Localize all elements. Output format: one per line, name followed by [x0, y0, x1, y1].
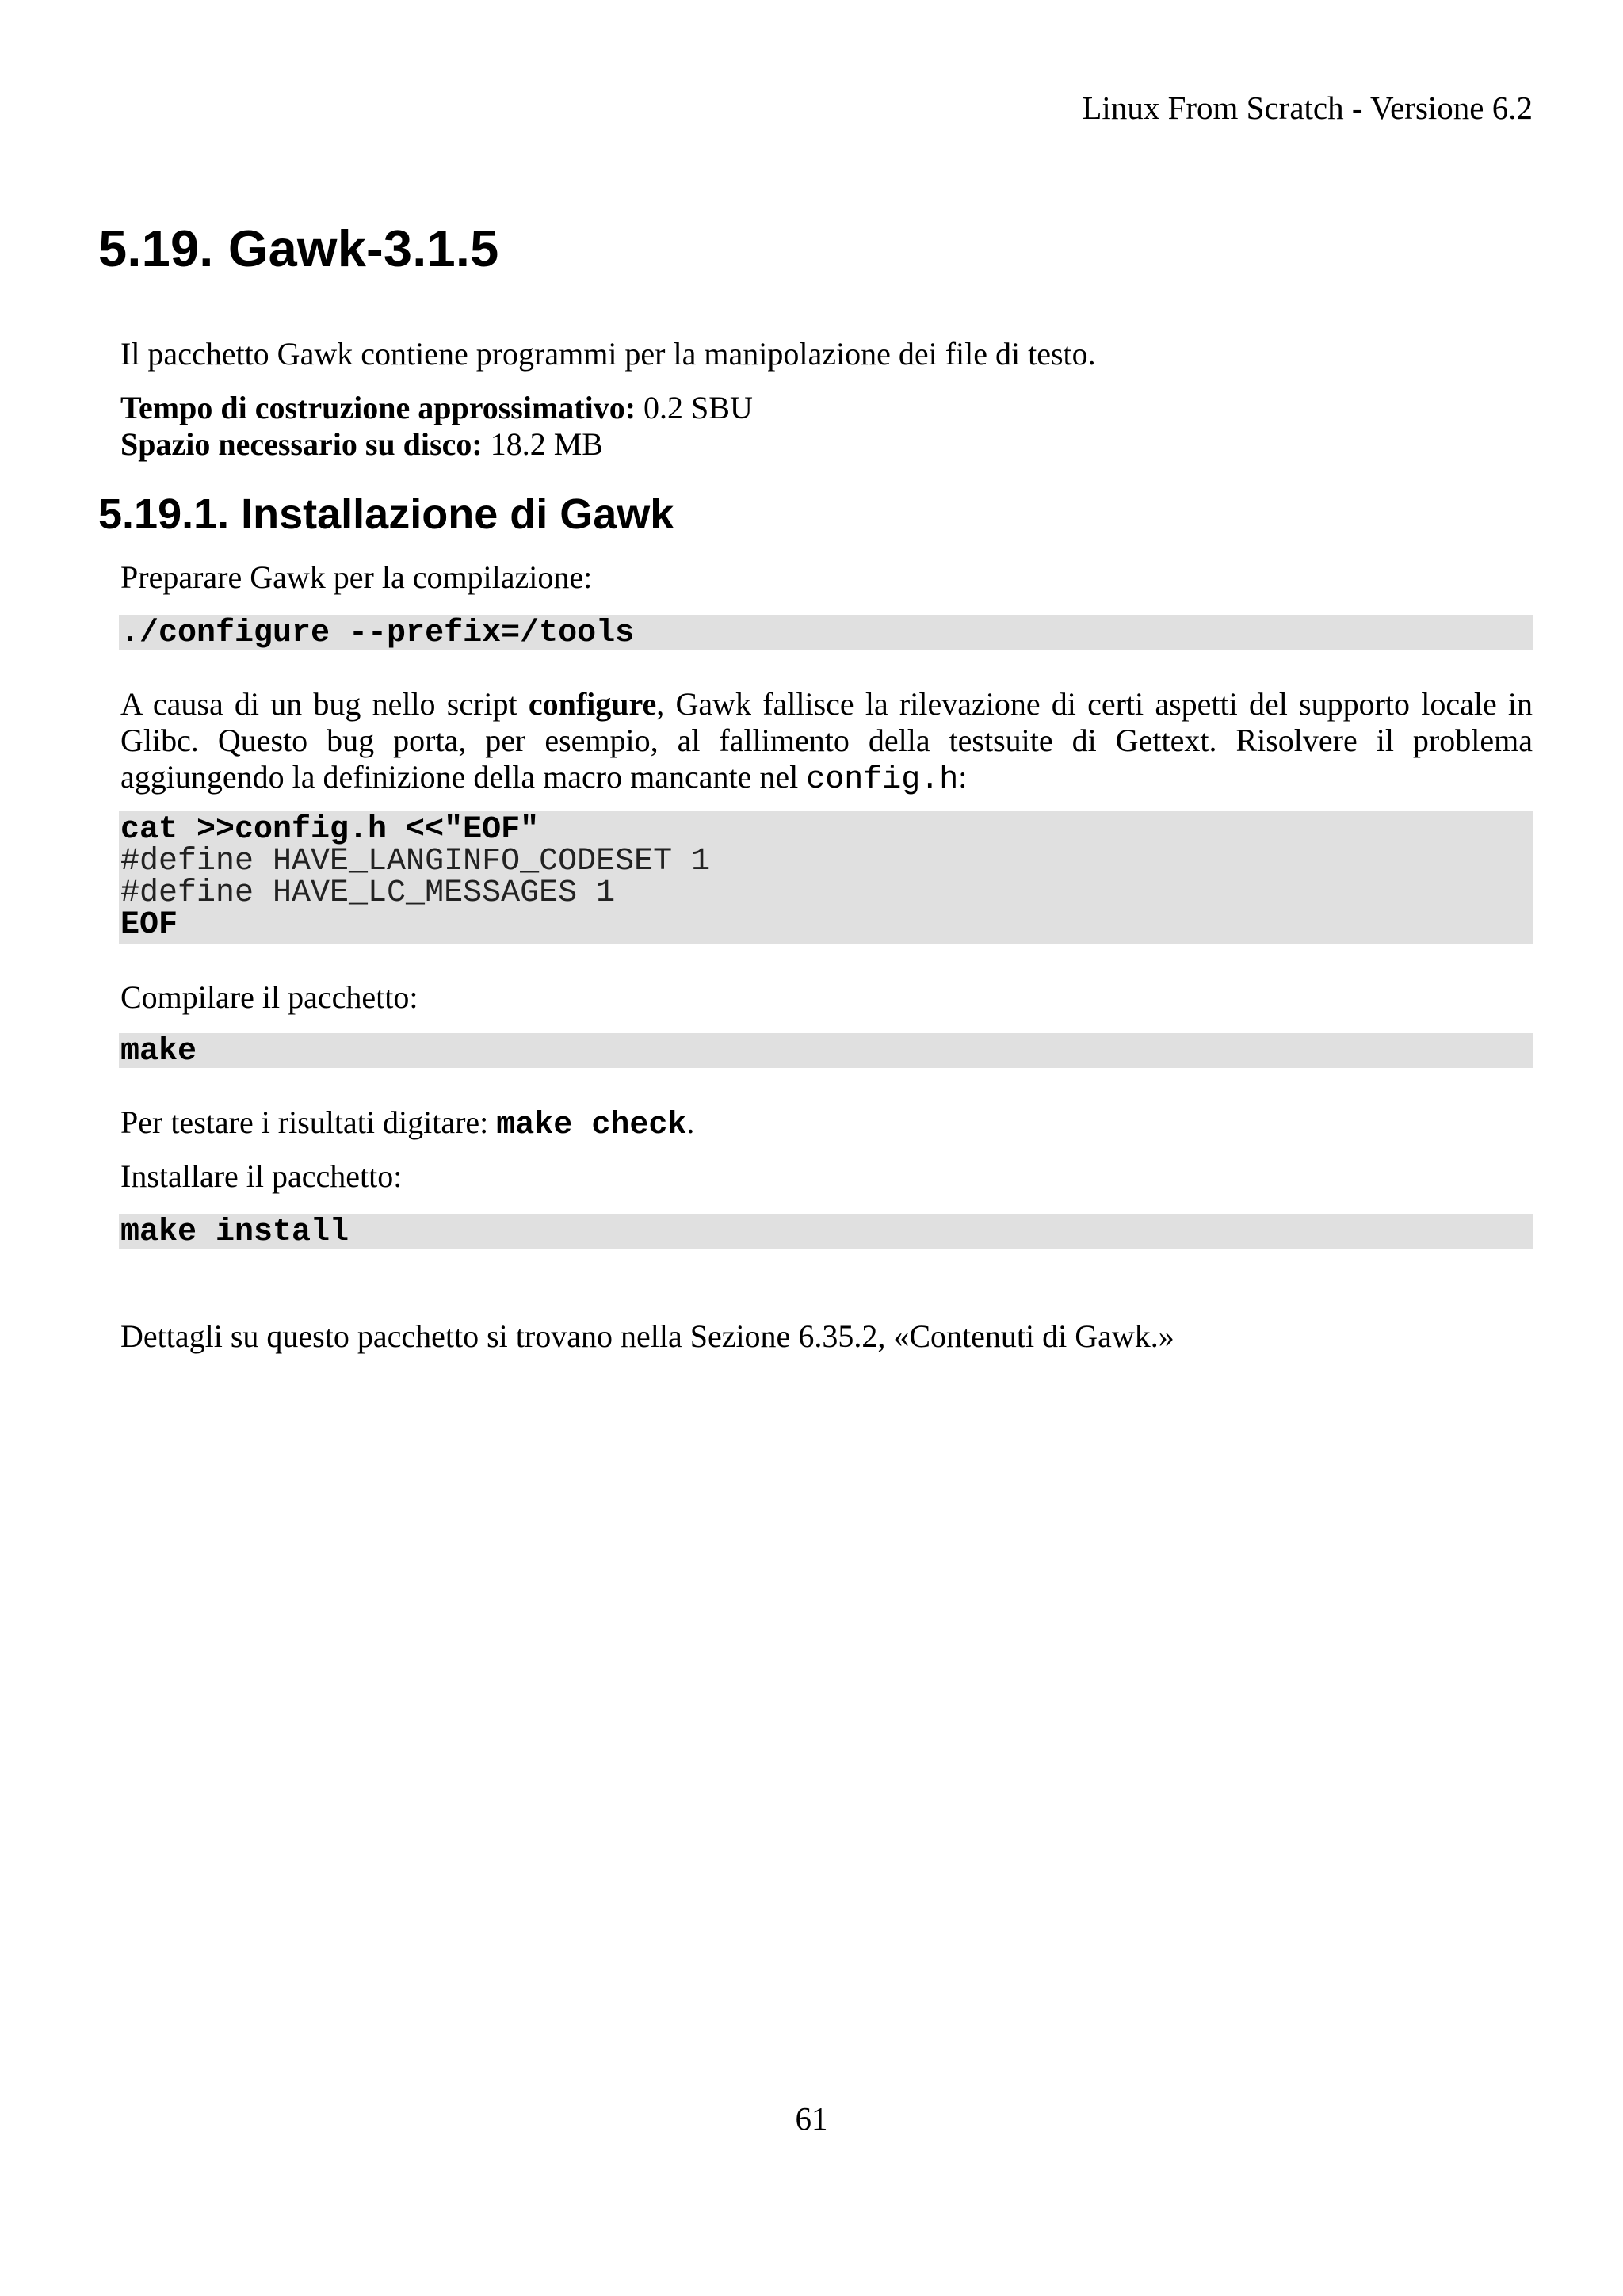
- running-header: Linux From Scratch - Versione 6.2: [1082, 90, 1533, 126]
- test-text: Per testare i risultati digitare:: [120, 1104, 497, 1140]
- heredoc-line-3: #define HAVE_LC_MESSAGES 1: [120, 875, 616, 911]
- bug-text-1: A causa di un bug nello script: [120, 686, 529, 722]
- heredoc-line-1: cat >>config.h <<"EOF": [120, 812, 540, 848]
- disk-space-value: 18.2 MB: [482, 426, 603, 462]
- heredoc-line-2: #define HAVE_LANGINFO_CODESET 1: [120, 844, 711, 879]
- heredoc-block: [119, 811, 1533, 944]
- test-line: [120, 1104, 1533, 1144]
- make-command: make: [119, 1033, 1533, 1068]
- details-text: Dettagli su questo pacchetto si trovano nella Sezione 6.35.2, «Contenuti di Gawk.»: [120, 1318, 1174, 1354]
- package-description: Il pacchetto Gawk contiene programmi per la manipolazione dei file di testo.: [120, 336, 1096, 372]
- page-number: 61: [795, 2100, 828, 2137]
- make-check-command: make check: [496, 1108, 687, 1143]
- config-h-ref: config.h: [806, 762, 959, 798]
- chapter-title: 5.19. Gawk-3.1.5: [98, 219, 499, 277]
- heredoc-line-4: EOF: [120, 907, 178, 943]
- bug-text-3: :: [958, 759, 968, 795]
- build-time-value: 0.2 SBU: [636, 390, 753, 425]
- compile-text: Compilare il pacchetto:: [120, 979, 418, 1015]
- section-title: 5.19.1. Installazione di Gawk: [98, 490, 674, 538]
- disk-space-line: [120, 426, 1533, 463]
- build-time-label: Tempo di costruzione approssimativo:: [120, 390, 636, 425]
- configure-ref: configure: [528, 686, 657, 722]
- make-install-command: make install: [119, 1214, 1533, 1249]
- bug-text-2: , Gawk fallisce la rilevazione di certi aspetti del supporto locale in Glibc. Questo bug porta, per esempio, al fallimento della testsuite di Gettext. Risolvere il problema aggiungendo la definizione della macro mancante nel: [120, 686, 1533, 795]
- install-text: Installare il pacchetto:: [120, 1158, 403, 1194]
- build-time-line: [120, 390, 1533, 426]
- disk-space-label: Spazio necessario su disco:: [120, 426, 483, 462]
- test-text-end: .: [686, 1104, 695, 1140]
- bug-paragraph: [120, 686, 1533, 799]
- prepare-text: Preparare Gawk per la compilazione:: [120, 559, 593, 595]
- configure-command: ./configure --prefix=/tools: [119, 615, 1533, 650]
